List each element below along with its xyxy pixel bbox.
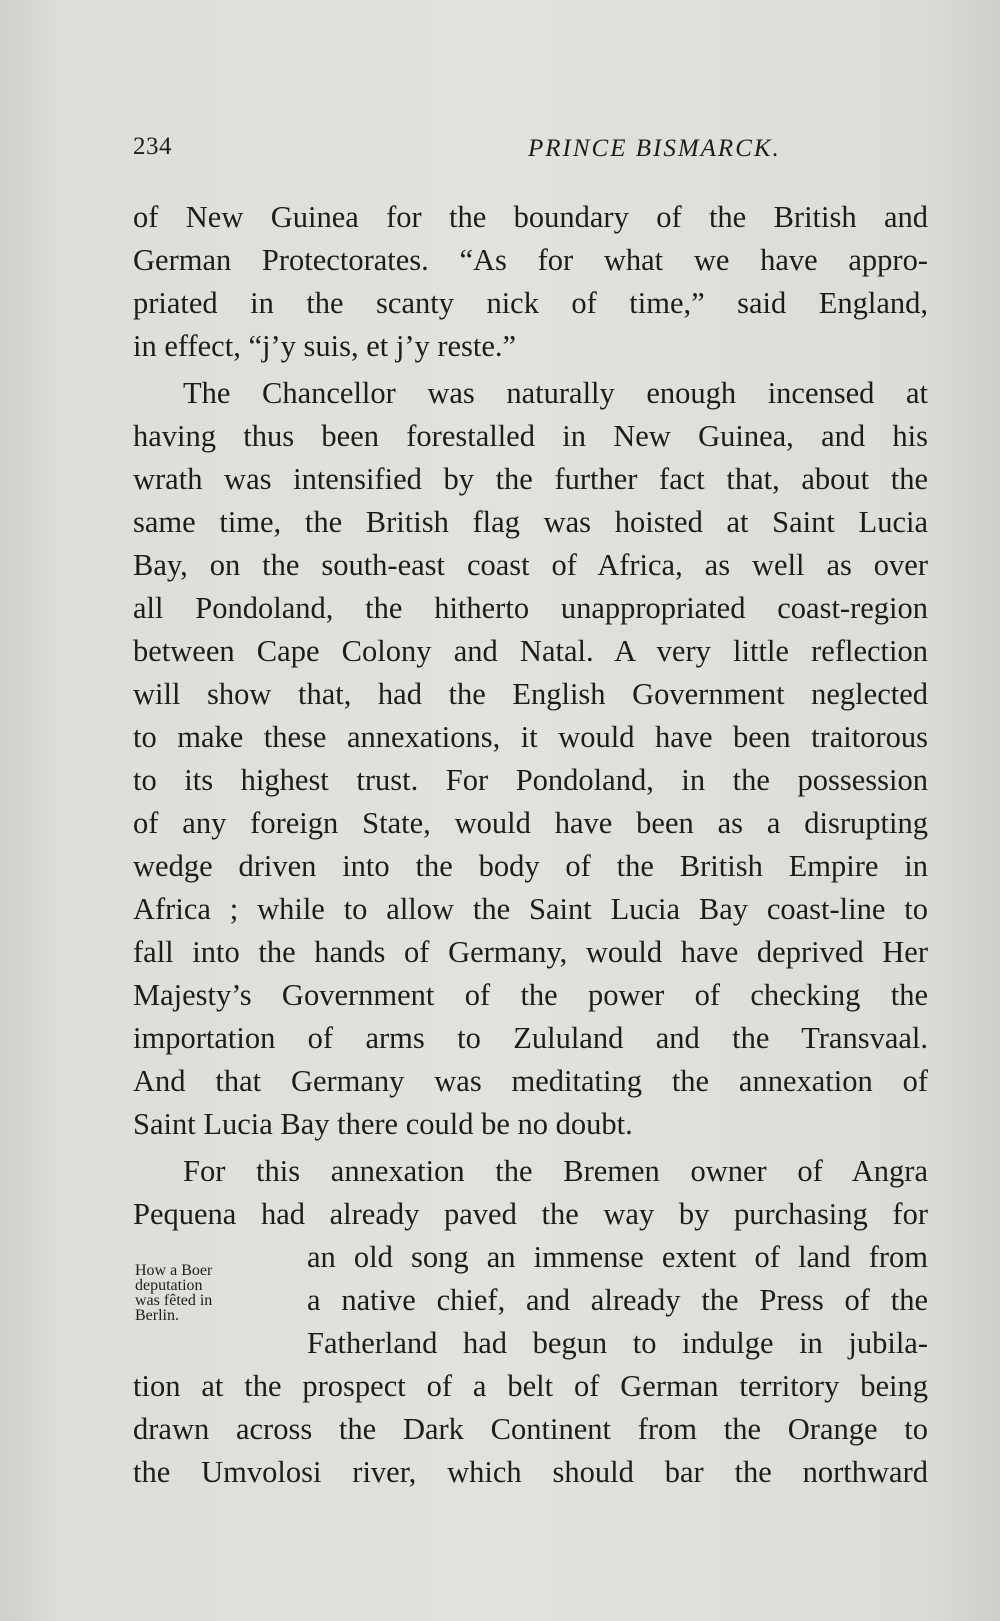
text-line-11: between Cape Colony and Natal. A very little reflection — [133, 634, 928, 668]
text-line-4 — [133, 326, 928, 366]
text-line-12: will show that, had the English Government neglected — [133, 677, 928, 711]
text-line-28: tion at the prospect of a belt of German territory being — [133, 1369, 928, 1403]
text-line-10: all Pondoland, the hitherto unappropriated coast-region — [133, 591, 928, 625]
text-line-26: a native chief, and already the Press of the — [307, 1283, 928, 1317]
text-line-20: importation of arms to Zululand and the Transvaal. — [133, 1021, 928, 1055]
side-note-line-1: How a Boer — [135, 1262, 213, 1279]
text-line-2: German Protectorates. “As for what we have appro- — [133, 243, 928, 277]
running-head: PRINCE BISMARCK. — [528, 135, 781, 162]
page-number: 234 — [133, 133, 172, 160]
side-note-line-3: was fêted in — [135, 1292, 213, 1309]
text-line-21: And that Germany was meditating the annexation of — [133, 1064, 928, 1098]
text-line-5: The Chancellor was naturally enough incensed at — [183, 376, 928, 410]
text-line-19: Majesty’s Government of the power of checking the — [133, 978, 928, 1012]
side-note-line-4: Berlin. — [135, 1307, 179, 1324]
text-line-6: having thus been forestalled in New Guinea, and his — [133, 419, 928, 453]
text-line-22: Saint Lucia Bay there could be no doubt. — [133, 1107, 633, 1141]
text-line-1: of New Guinea for the boundary of the British and — [133, 200, 928, 234]
text-line-29: drawn across the Dark Continent from the Orange to — [133, 1412, 928, 1446]
page-header — [133, 133, 928, 173]
text-line-18: fall into the hands of Germany, would have deprived Her — [133, 935, 928, 969]
text-line-9: Bay, on the south-east coast of Africa, as well as over — [133, 548, 928, 582]
text-line-27: Fatherland had begun to indulge in jubila- — [307, 1326, 928, 1360]
text-line-15: of any foreign State, would have been as a disrupting — [133, 806, 928, 840]
text-line-4-content: in effect, “j’y suis, et j’y reste.” — [133, 329, 517, 363]
text-line-24: Pequena had already paved the way by purchasing for — [133, 1197, 928, 1231]
text-line-14: to its highest trust. For Pondoland, in the possession — [133, 763, 928, 797]
text-line-13: to make these annexations, it would have been traitorous — [133, 720, 928, 754]
text-line-30: the Umvolosi river, which should bar the northward — [133, 1455, 928, 1489]
text-line-17: Africa ; while to allow the Saint Lucia Bay coast-line to — [133, 892, 928, 926]
text-line-16: wedge driven into the body of the British Empire in — [133, 849, 928, 883]
text-line-23: For this annexation the Bremen owner of Angra — [183, 1154, 928, 1188]
text-line-7: wrath was intensified by the further fact that, about the — [133, 462, 928, 496]
side-note — [135, 1263, 285, 1323]
text-line-25: an old song an immense extent of land from — [307, 1240, 928, 1274]
text-line-3: priated in the scanty nick of time,” said England, — [133, 286, 928, 320]
text-line-8: same time, the British flag was hoisted at Saint Lucia — [133, 505, 928, 539]
side-note-line-2: deputation — [135, 1277, 203, 1294]
